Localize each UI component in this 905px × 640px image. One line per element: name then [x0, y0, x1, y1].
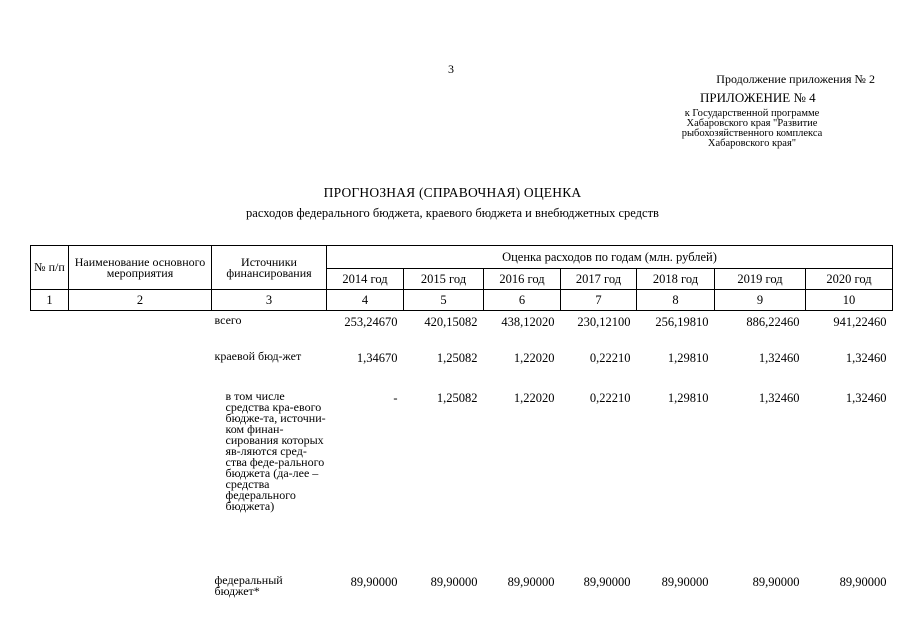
source-label: в том числе средства кра-евого бюдже-та, источни-ком финан-сирования которых яв-ляются сред-ства феде-рального бюджета (да-лее – средства федерального бюджета)	[225, 389, 326, 513]
column-index: 7	[561, 290, 637, 311]
table-row	[31, 391, 893, 575]
value-cell: 89,90000	[350, 575, 398, 589]
cell-empty	[31, 351, 69, 391]
value-cell: 1,32460	[845, 391, 887, 405]
header-year: 2020 год	[806, 269, 893, 290]
source-label: федеральный бюджет*	[214, 573, 283, 598]
column-index: 8	[637, 290, 715, 311]
value-cell: 89,90000	[430, 575, 478, 589]
value-cell: 1,32460	[845, 351, 887, 365]
value-cell: 1,34670	[356, 351, 398, 365]
cell-empty	[31, 575, 69, 597]
header-year: 2017 год	[561, 269, 637, 290]
document-title: ПРОГНОЗНАЯ (СПРАВОЧНАЯ) ОЦЕНКА	[323, 185, 582, 200]
value-cell: 89,90000	[839, 575, 887, 589]
table-row	[31, 311, 893, 352]
cell-empty	[69, 391, 212, 575]
table-row	[31, 351, 893, 391]
value-cell: 1,32460	[758, 351, 800, 365]
appendix-subtitle: к Государственной программе Хабаровского края "Развитие рыбохозяйственного комплекса Хабаровского края"	[681, 108, 823, 149]
header-name: Наименование основного мероприятия	[69, 246, 212, 290]
column-index: 1	[31, 290, 69, 311]
value-cell: 1,25082	[436, 351, 478, 365]
value-cell: 89,90000	[752, 575, 800, 589]
value-cell: 1,22020	[513, 391, 555, 405]
value-cell: 89,90000	[583, 575, 631, 589]
column-index: 2	[69, 290, 212, 311]
value-cell: 438,12020	[501, 315, 555, 329]
value-cell: 420,15082	[424, 315, 478, 329]
value-cell: 230,12100	[577, 315, 631, 329]
value-cell: 941,22460	[833, 315, 887, 329]
cell-empty	[31, 391, 69, 575]
column-index: 5	[404, 290, 484, 311]
value-cell: 0,22210	[589, 391, 631, 405]
header-year: 2016 год	[484, 269, 561, 290]
appendix-title: ПРИЛОЖЕНИЕ № 4	[700, 90, 816, 105]
column-index: 4	[327, 290, 404, 311]
value-cell: 256,19810	[655, 315, 709, 329]
header-year: 2019 год	[715, 269, 806, 290]
header-year: 2015 год	[404, 269, 484, 290]
column-index: 10	[806, 290, 893, 311]
header-year: 2018 год	[637, 269, 715, 290]
source-label: краевой бюд-жет	[214, 349, 302, 363]
header-estimate: Оценка расходов по годам (млн. рублей)	[327, 246, 893, 269]
continuation-note: Продолжение приложения № 2	[716, 72, 875, 86]
value-cell: 1,29810	[667, 391, 709, 405]
budget-table	[30, 245, 893, 597]
header-year: 2014 год	[327, 269, 404, 290]
value-cell: -	[393, 391, 398, 405]
value-cell: 89,90000	[507, 575, 555, 589]
header-num: № п/п	[31, 246, 69, 290]
column-index: 9	[715, 290, 806, 311]
column-index: 6	[484, 290, 561, 311]
source-label: всего	[214, 313, 242, 327]
page-number: 3	[448, 62, 454, 76]
cell-empty	[69, 311, 212, 352]
cell-empty	[69, 351, 212, 391]
value-cell: 1,22020	[513, 351, 555, 365]
header-source: Источники финансирования	[212, 246, 327, 290]
table-row	[31, 575, 893, 597]
document-subtitle: расходов федерального бюджета, краевого бюджета и внебюджетных средств	[246, 206, 659, 220]
value-cell: 89,90000	[661, 575, 709, 589]
value-cell: 886,22460	[746, 315, 800, 329]
cell-empty	[31, 311, 69, 352]
column-index: 3	[212, 290, 327, 311]
value-cell: 1,32460	[758, 391, 800, 405]
value-cell: 253,24670	[344, 315, 398, 329]
cell-empty	[69, 575, 212, 597]
value-cell: 1,29810	[667, 351, 709, 365]
value-cell: 0,22210	[589, 351, 631, 365]
value-cell: 1,25082	[436, 391, 478, 405]
